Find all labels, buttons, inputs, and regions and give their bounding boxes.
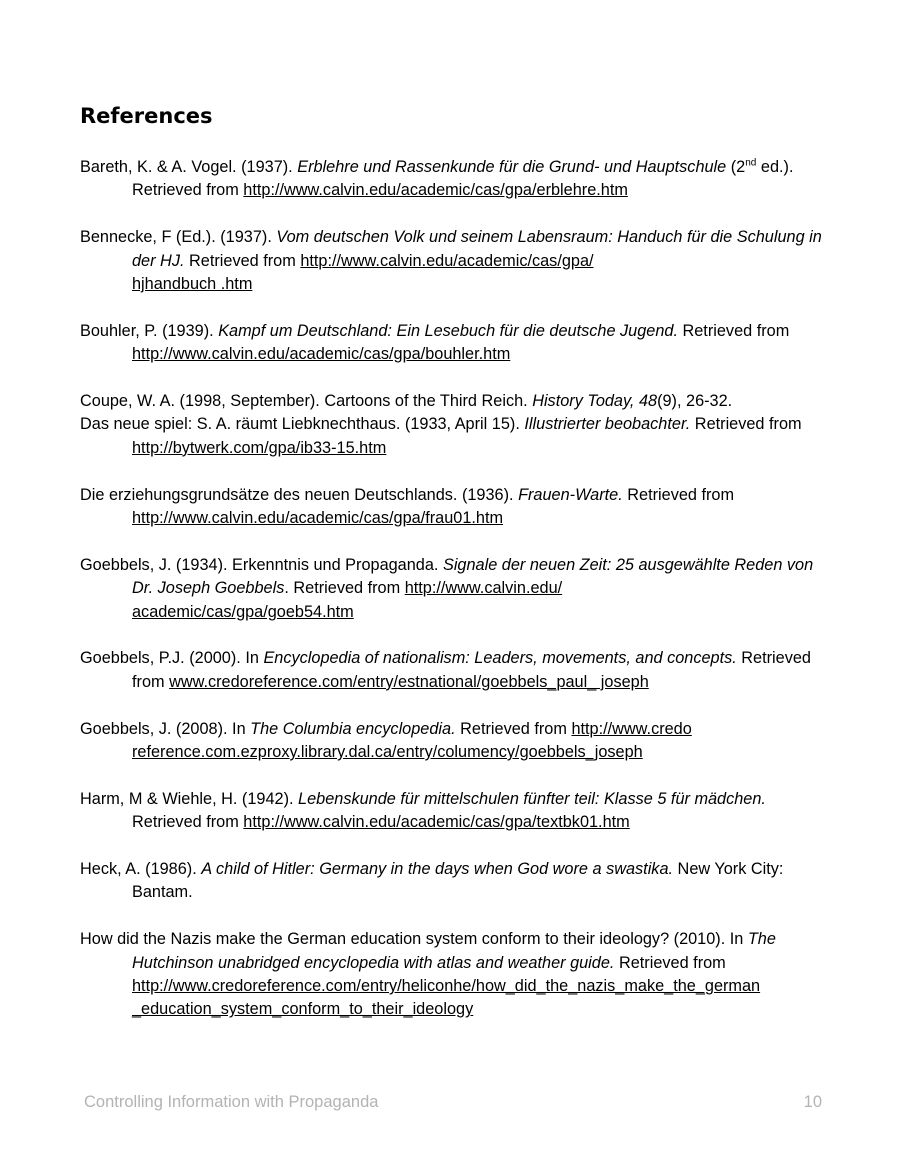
ref-title: Frauen-Warte. <box>518 485 623 504</box>
reference-goebbels-2008 <box>80 718 825 765</box>
footer-title: Controlling Information with Propaganda <box>84 1093 379 1111</box>
ref-text: Bareth, K. & A. Vogel. (1937). <box>80 158 298 176</box>
page-heading: References <box>80 104 213 128</box>
ref-text: Retrieved from <box>614 953 726 972</box>
ref-text: Retrieved from <box>132 813 244 832</box>
ref-text: Retrieved from <box>677 321 790 340</box>
reference-goebbels-2000 <box>80 647 825 694</box>
ref-link[interactable]: reference.com.ezproxy.library.dal.ca/entry/columency/goebbels_joseph <box>132 743 643 762</box>
ref-text: Retrieved from <box>622 485 735 504</box>
ref-text: . Retrieved from <box>284 579 405 598</box>
ref-text: Retrieved from <box>455 719 572 738</box>
reference-goebbels-1934 <box>80 554 825 624</box>
ref-title: The Columbia encyclopedia. <box>250 719 456 738</box>
reference-coupe <box>80 390 825 413</box>
ref-title: Erblehre und Rassenkunde für die Grund- und Hauptschule <box>297 158 727 176</box>
ref-text: Goebbels, P.J. (2000). In <box>80 649 264 668</box>
reference-bareth <box>80 156 825 203</box>
ref-text: Heck, A. (1986). <box>80 860 202 879</box>
ref-link[interactable]: http://www.calvin.edu/academic/cas/gpa/ <box>300 251 594 270</box>
ref-text: Harm, M & Wiehle, H. (1942). <box>80 789 299 808</box>
ref-link[interactable]: http://www.calvin.edu/academic/cas/gpa/bouhler.htm <box>132 345 511 364</box>
ref-text: Goebbels, J. (1934). Erkenntnis und Propaganda. <box>80 555 443 574</box>
reference-heck <box>80 858 825 905</box>
ref-text: New York City: Bantam. <box>132 860 784 902</box>
ref-text: ed.). Retrieved from <box>132 158 794 200</box>
ref-link[interactable]: http://www.calvin.edu/academic/cas/gpa/textbk01.htm <box>243 813 630 832</box>
ref-link[interactable]: hjhandbuch .htm <box>132 275 253 294</box>
ref-link[interactable]: _education_system_conform_to_their_ideology <box>132 1000 474 1019</box>
ref-text: Retrieved from <box>132 649 811 691</box>
ref-title: History Today, 48 <box>532 392 658 411</box>
ref-title: A child of Hitler: Germany in the days when God wore a swastika. <box>201 860 674 879</box>
ref-title: Vom deutschen Volk und seinem Labensraum: Handuch für die Schulung in der HJ. <box>132 228 822 270</box>
ref-link[interactable]: academic/cas/gpa/goeb54.htm <box>132 602 354 621</box>
reference-bennecke <box>80 226 825 296</box>
ref-title: Signale der neuen Zeit: 25 ausgewählte Reden von Dr. Joseph Goebbels <box>132 555 814 598</box>
ref-title: Illustrierter beobachter. <box>524 415 691 434</box>
reference-list <box>80 156 825 1045</box>
ref-link[interactable]: http://www.credoreference.com/entry/heliconhe/how_did_the_nazis_make_the_german <box>132 977 761 996</box>
ref-text: Bouhler, P. (1939). <box>80 321 219 340</box>
ref-link[interactable]: www.credoreference.com/entry/estnational/goebbels_paul_ joseph <box>169 672 649 691</box>
ref-link[interactable]: http://www.calvin.edu/ <box>404 579 563 598</box>
page-number: 10 <box>803 1093 822 1111</box>
ref-link[interactable]: http://www.calvin.edu/academic/cas/gpa/frau01.htm <box>132 509 504 528</box>
ref-text: How did the Nazis make the German education system conform to their ideology? (2010). In <box>80 930 748 949</box>
ref-title: Kampf um Deutschland: Ein Lesebuch für die deutsche Jugend. <box>218 321 678 340</box>
ref-text: Die erziehungsgrundsätze des neuen Deutschlands. (1936). <box>80 485 519 504</box>
ref-link[interactable]: http://www.calvin.edu/academic/cas/gpa/erblehre.htm <box>243 181 628 200</box>
ref-superscript: nd <box>745 157 757 169</box>
ref-title: Lebenskunde für mittelschulen fünfter teil: Klasse 5 für mädchen. <box>298 789 766 808</box>
ref-text: Coupe, W. A. (1998, September). Cartoons of the Third Reich. <box>80 392 533 411</box>
ref-text: Bennecke, F (Ed.). (1937). <box>80 228 277 247</box>
ref-text: Retrieved from <box>184 251 301 270</box>
reference-how-did-the-nazis <box>80 928 825 1022</box>
ref-text: (2 <box>726 158 746 176</box>
reference-die-erziehungsgrundsaetze <box>80 484 825 531</box>
ref-text: (9), 26-32. <box>657 392 733 411</box>
ref-title: The Hutchinson unabridged encyclopedia with atlas and weather guide. <box>132 930 776 972</box>
ref-text: Das neue spiel: S. A. räumt Liebknechthaus. (1933, April 15). <box>80 415 525 434</box>
reference-das-neue-spiel <box>80 413 825 460</box>
reference-harm <box>80 788 825 835</box>
page-footer <box>84 1093 822 1112</box>
ref-text: Goebbels, J. (2008). In <box>80 719 251 738</box>
ref-title: Encyclopedia of nationalism: Leaders, movements, and concepts. <box>263 649 737 668</box>
ref-link[interactable]: http://www.credo <box>571 719 692 738</box>
reference-bouhler <box>80 320 825 367</box>
ref-text: Retrieved from <box>690 415 802 434</box>
ref-link[interactable]: http://bytwerk.com/gpa/ib33-15.htm <box>132 438 387 457</box>
